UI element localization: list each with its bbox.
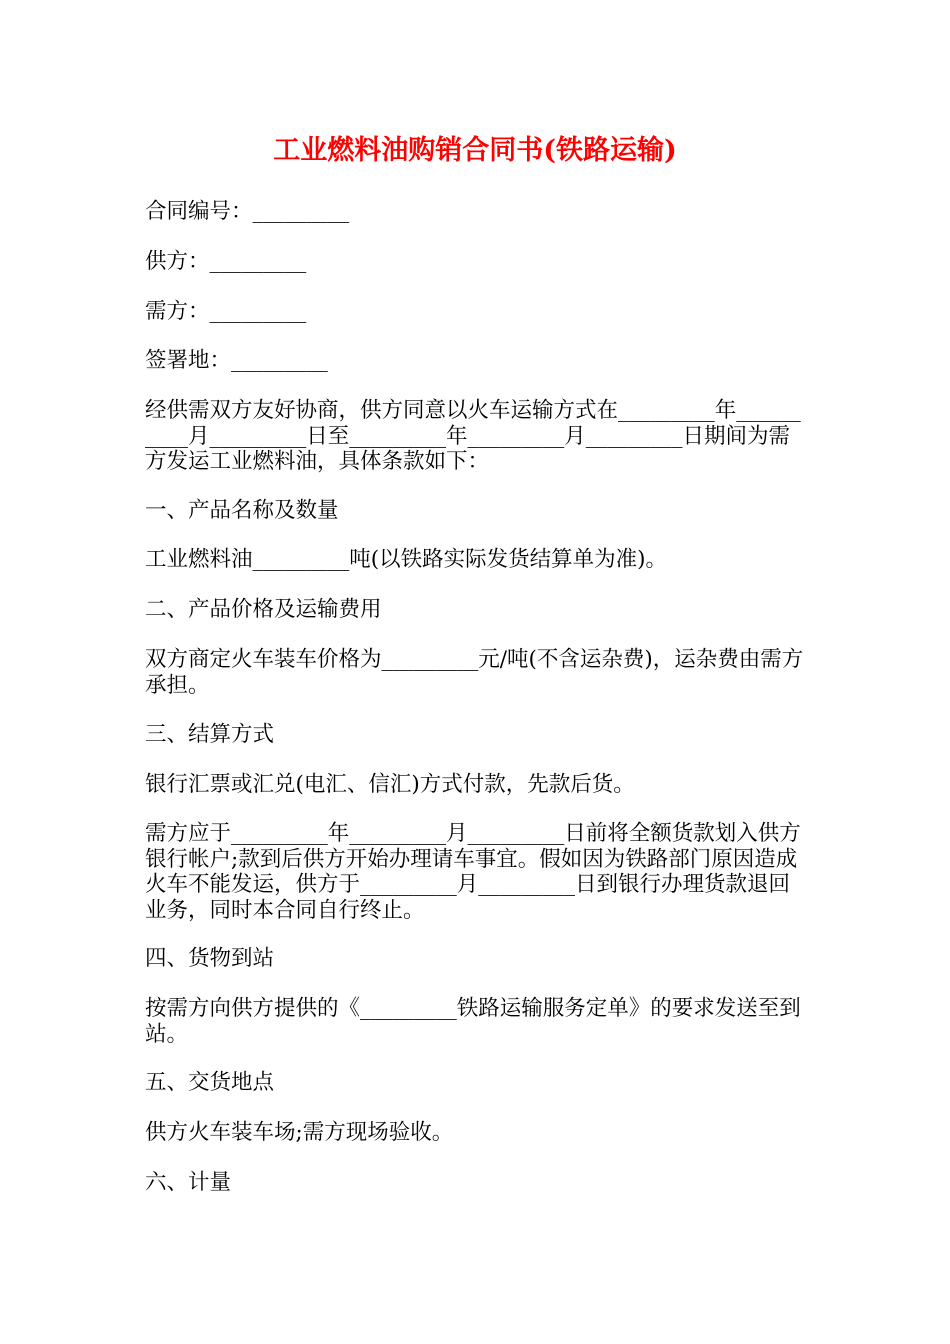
section-heading-2: 二、产品价格及运输费用: [145, 597, 382, 622]
section-heading-3: 三、结算方式: [145, 722, 275, 747]
section-heading-1: 一、产品名称及数量: [145, 498, 339, 523]
document-title: 工业燃料油购销合同书(铁路运输): [273, 135, 677, 166]
section-5-body: 供方火车装车场;需方现场验收。: [145, 1120, 454, 1145]
section-3-body-1: 银行汇票或汇兑(电汇、信汇)方式付款，先款后货。: [145, 772, 635, 797]
section-4-body: 按需方向供方提供的《_________铁路运输服务定单》的要求发送至到站。: [145, 996, 801, 1047]
section-1-body: 工业燃料油_________吨(以铁路实际发货结算单为准)。: [145, 547, 668, 572]
section-3-body-2: 需方应于_________年_________月_________日前将全额货款划入供方银行帐户;款到后供方开始办理请车事宜。假如因为铁路部门原因造成火车不能发运，供方于_________月_________日到银行办理货款退回业务，同时本合同自行终止。: [145, 821, 801, 923]
intro-paragraph: 经供需双方友好协商，供方同意以火车运输方式在_________年__________月_________日至_________年_________月_________日期间为需方发运工业燃料油，具体条款如下：: [145, 398, 801, 474]
supplier-line: 供方：_________: [145, 249, 307, 274]
section-2-body: 双方商定火车装车价格为_________元/吨(不含运杂费)，运杂费由需方承担。: [145, 647, 804, 698]
contract-number-line: 合同编号：_________: [145, 199, 350, 224]
signing-place-line: 签署地：_________: [145, 348, 328, 373]
buyer-line: 需方：_________: [145, 299, 307, 324]
section-heading-5: 五、交货地点: [145, 1070, 275, 1095]
section-heading-4: 四、货物到站: [145, 946, 275, 971]
section-heading-6: 六、计量: [145, 1170, 232, 1195]
